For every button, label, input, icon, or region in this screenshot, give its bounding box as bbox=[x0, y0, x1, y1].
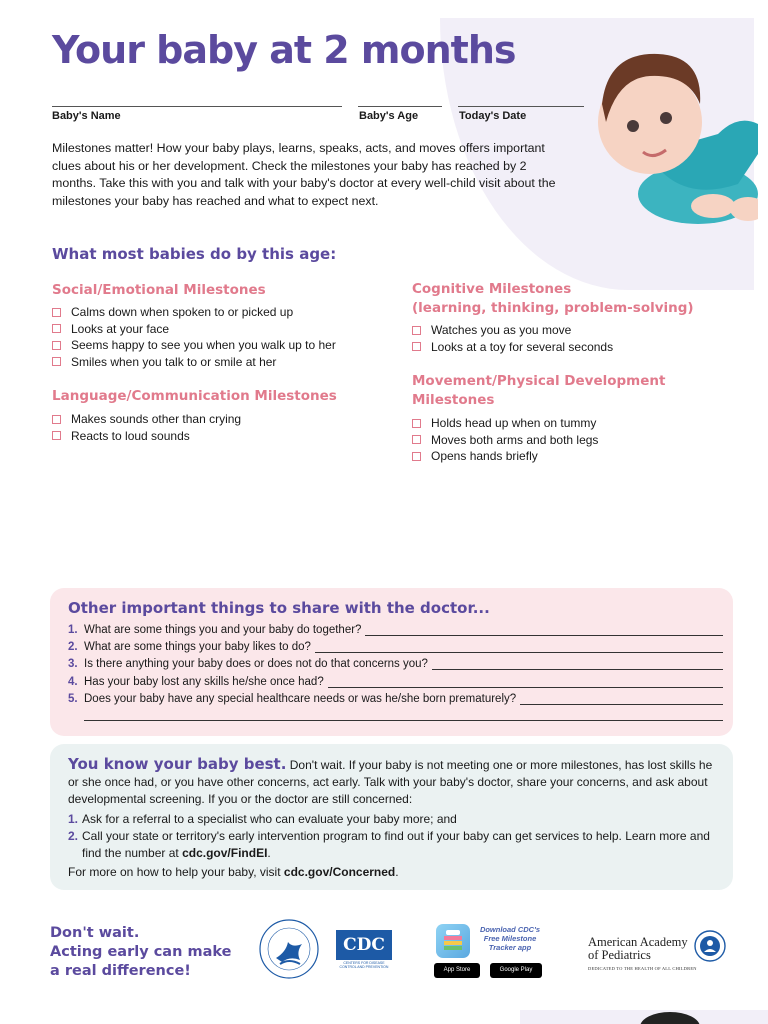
question-row[interactable]: 2. What are some things your baby likes to do? bbox=[68, 641, 723, 653]
answer-line[interactable] bbox=[328, 677, 723, 688]
aap-logo-text: American Academy of Pediatrics bbox=[588, 935, 688, 962]
milestone-item[interactable]: Looks at your face bbox=[52, 321, 336, 338]
milestone-item[interactable]: Calms down when spoken to or picked up bbox=[52, 304, 336, 321]
milestone-item[interactable]: Holds head up when on tummy bbox=[412, 415, 598, 432]
google-play-badge[interactable]: Google Play bbox=[490, 963, 542, 978]
social-emotional-title: Social/Emotional Milestones bbox=[52, 282, 266, 298]
question-row[interactable]: 5. Does your baby have any special healthcare needs or was he/she born prematurely? bbox=[68, 693, 723, 705]
cognitive-list bbox=[412, 322, 613, 355]
milestone-item[interactable]: Reacts to loud sounds bbox=[52, 428, 241, 445]
milestone-item[interactable]: Seems happy to see you when you walk up to her bbox=[52, 337, 336, 354]
baby-age-line[interactable] bbox=[358, 106, 442, 107]
social-emotional-list bbox=[52, 304, 336, 370]
language-communication-list bbox=[52, 411, 241, 444]
cdc-logo: CDC CENTERS FOR DISEASE CONTROL AND PREVENTION bbox=[336, 930, 392, 970]
milestone-item[interactable]: Opens hands briefly bbox=[412, 448, 598, 465]
movement-title: Movement/Physical Development Milestones bbox=[412, 373, 666, 408]
checkbox[interactable] bbox=[52, 431, 61, 440]
checkbox[interactable] bbox=[412, 342, 421, 351]
page-title: Your baby at 2 months bbox=[52, 28, 516, 72]
milestones-heading: What most babies do by this age: bbox=[52, 245, 337, 263]
milestone-item[interactable]: Looks at a toy for several seconds bbox=[412, 339, 613, 356]
find-ei-link[interactable]: cdc.gov/FindEI bbox=[182, 846, 268, 860]
baby-photo bbox=[588, 34, 758, 224]
checkbox[interactable] bbox=[52, 308, 61, 317]
more-info-line: For more on how to help your baby, visit cdc.gov/Concerned. bbox=[68, 865, 399, 879]
language-communication-title: Language/Communication Milestones bbox=[52, 388, 337, 404]
todays-date-line[interactable] bbox=[458, 106, 584, 107]
intro-paragraph: Milestones matter! How your baby plays, learns, speaks, acts, and moves offers important clues about his or her development. Check the milestones your baby has reached by 2 months. Take this with you and talk with your baby's doctor at every well-child visit about the milestones your baby has reached and what to expect next. bbox=[52, 141, 556, 208]
checkbox[interactable] bbox=[412, 419, 421, 428]
dont-wait-tagline: Don't wait. Acting early can make a real difference! bbox=[50, 925, 232, 979]
answer-line[interactable] bbox=[365, 625, 723, 636]
aap-seal-icon bbox=[694, 930, 726, 962]
share-heading: Other important things to share with the doctor... bbox=[68, 599, 490, 617]
milestone-tracker-app-icon[interactable] bbox=[436, 924, 470, 958]
answer-line[interactable] bbox=[520, 694, 723, 705]
answer-line[interactable] bbox=[432, 659, 723, 670]
milestone-item[interactable]: Moves both arms and both legs bbox=[412, 432, 598, 449]
checkbox[interactable] bbox=[52, 357, 61, 366]
baby-age-label: Baby's Age bbox=[359, 110, 419, 122]
hhs-seal-icon bbox=[258, 918, 320, 980]
checkbox[interactable] bbox=[52, 341, 61, 350]
milestone-item[interactable]: Watches you as you move bbox=[412, 322, 613, 339]
app-download-text: Download CDC's Free Milestone Tracker app bbox=[479, 925, 541, 952]
todays-date-label: Today's Date bbox=[459, 110, 527, 122]
steps-list bbox=[68, 811, 713, 862]
milestone-item[interactable]: Makes sounds other than crying bbox=[52, 411, 241, 428]
checkbox[interactable] bbox=[412, 326, 421, 335]
question-row[interactable]: 4. Has your baby lost any skills he/she once had? bbox=[68, 676, 723, 688]
checkbox[interactable] bbox=[412, 452, 421, 461]
answer-line[interactable] bbox=[315, 642, 723, 653]
question-row[interactable]: 1. What are some things you and your baby do together? bbox=[68, 624, 723, 636]
app-store-badge[interactable]: App Store bbox=[434, 963, 480, 978]
know-paragraph: You know your baby best. Don't wait. If your baby is not meeting one or more milestones, has lost skills he or she once had, or you have other concerns, act early. Talk with your baby's doctor, share your concerns, and ask about developmental screening. If you or the doctor are still concerned: bbox=[68, 755, 713, 806]
cognitive-title: Cognitive Milestones (learning, thinking, problem-solving) bbox=[412, 281, 694, 316]
question-row[interactable]: 3. Is there anything your baby does or does not do that concerns you? bbox=[68, 658, 723, 670]
concerned-link[interactable]: cdc.gov/Concerned bbox=[283, 865, 396, 879]
answer-line[interactable] bbox=[84, 720, 723, 721]
baby-name-line[interactable] bbox=[52, 106, 342, 107]
checkbox[interactable] bbox=[52, 324, 61, 333]
step-item: 1. Ask for a referral to a specialist who can evaluate your baby more; and bbox=[68, 812, 457, 826]
step-item: 2. Call your state or territory's early intervention program to find out if your baby can get services to help. Learn more and find the number at cdc.gov/FindEI. bbox=[68, 829, 710, 860]
know-heading: You know your baby best. bbox=[68, 755, 287, 773]
aap-tagline: DEDICATED TO THE HEALTH OF ALL CHILDREN bbox=[588, 966, 697, 971]
checkbox[interactable] bbox=[52, 415, 61, 424]
milestone-item[interactable]: Smiles when you talk to or smile at her bbox=[52, 354, 336, 371]
movement-list bbox=[412, 415, 598, 465]
checkbox[interactable] bbox=[412, 435, 421, 444]
baby-name-label: Baby's Name bbox=[52, 110, 121, 122]
